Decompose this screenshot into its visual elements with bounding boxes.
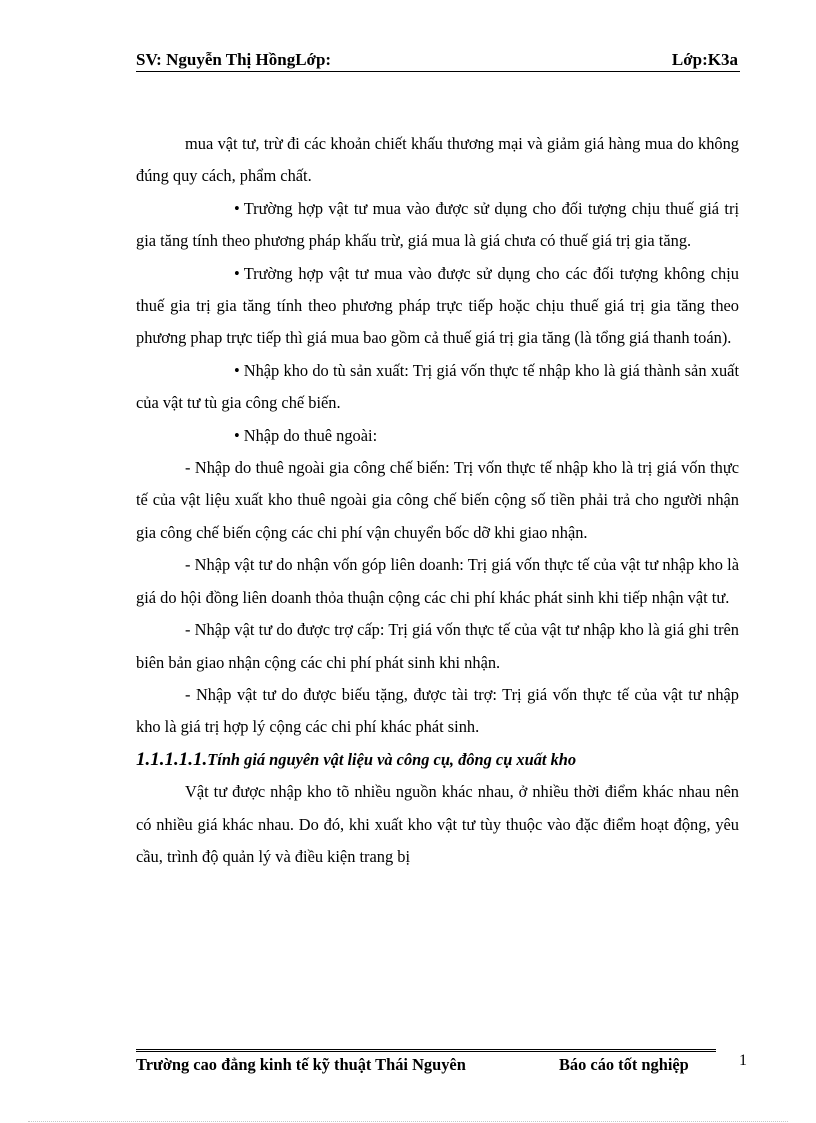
- bullet-paragraph: • Nhập do thuê ngoài:: [136, 420, 739, 452]
- bullet-paragraph: • Trường hợp vật tư mua vào được sử dụng cho đối tượng chịu thuế giá trị gia tăng tính theo phương pháp khấu trừ, giá mua là giá chưa có thuế giá trị gia tăng.: [136, 193, 739, 258]
- paragraph: - Nhập vật tư do được biếu tặng, được tài trợ: Trị giá vốn thực tế của vật tư nhập kho là giá trị hợp lý cộng các chi phí khác phát sinh.: [136, 684, 739, 737]
- school-name: Trường cao đẳng kinh tế kỹ thuật Thái Nguyên: [136, 1055, 466, 1074]
- page-edge: [28, 1121, 788, 1122]
- paragraph: Vật tư được nhập kho tõ nhiều nguồn khác nhau, ở nhiều thời điểm khác nhau nên có nhiều giá khác nhau. Do đó, khi xuất kho vật tư tùy thuộc vào đặc điểm hoạt động, yêu cầu, trình độ quản lý và điều kiện trang bị: [136, 782, 739, 866]
- section-heading: [136, 744, 739, 776]
- student-name: SV: Nguyễn Thị HồngLớp:: [136, 50, 332, 69]
- section-title: Tính giá nguyên vật liệu và công cụ, đông cụ xuất kho: [207, 749, 577, 769]
- bullet-paragraph: • Nhập kho do tù sản xuất: Trị giá vốn thực tế nhập kho là giá thành sản xuất của vật tư tù gia công chế biến.: [136, 355, 739, 420]
- paragraph: - Nhập vật tư do nhận vốn góp liên doanh: Trị giá vốn thực tế của vật tư nhập kho là giá do hội đồng liên doanh thỏa thuận cộng các chi phí khác phát sinh khi tiếp nhận vật tư.: [136, 555, 739, 607]
- header-rule: [136, 71, 740, 72]
- document-body: [136, 128, 739, 873]
- paragraph: - Nhập do thuê ngoài gia công chế biến: Trị vốn thực tế nhập kho là trị giá vốn thực tế của vật liệu xuất kho thuê ngoài gia công chế biến cộng số tiền phải trả cho người nhận gia công chế biến cộng các chi phí vận chuyển bốc dỡ khi giao nhận.: [136, 458, 739, 542]
- report-label: Báo cáo tốt nghiệp: [559, 1055, 689, 1074]
- paragraph: mua vật tư, trừ đi các khoản chiết khấu thương mại và giảm giá hàng mua do không đúng quy cách, phẩm chất.: [136, 134, 739, 186]
- page-number: 1: [739, 1052, 747, 1069]
- class-label: Lớp:K3a: [671, 50, 738, 69]
- footer-rule: [136, 1049, 716, 1052]
- page-header: [136, 48, 740, 70]
- section-number: 1.1.1.1.1.: [136, 748, 208, 770]
- bullet-paragraph: • Trường hợp vật tư mua vào được sử dụng cho các đối tượng không chịu thuế gia trị gia tăng tính theo phương pháp trực tiếp hoặc chịu thuế giá trị gia tăng theo phương phap trực tiếp thì giá mua bao gồm cả thuế giá trị gia tăng (là tổng giá thanh toán).: [136, 258, 739, 355]
- paragraph: - Nhập vật tư do được trợ cấp: Trị giá vốn thực tế của vật tư nhập kho là giá ghi trên biên bản giao nhận cộng các chi phí phát sinh khi nhận.: [136, 620, 739, 672]
